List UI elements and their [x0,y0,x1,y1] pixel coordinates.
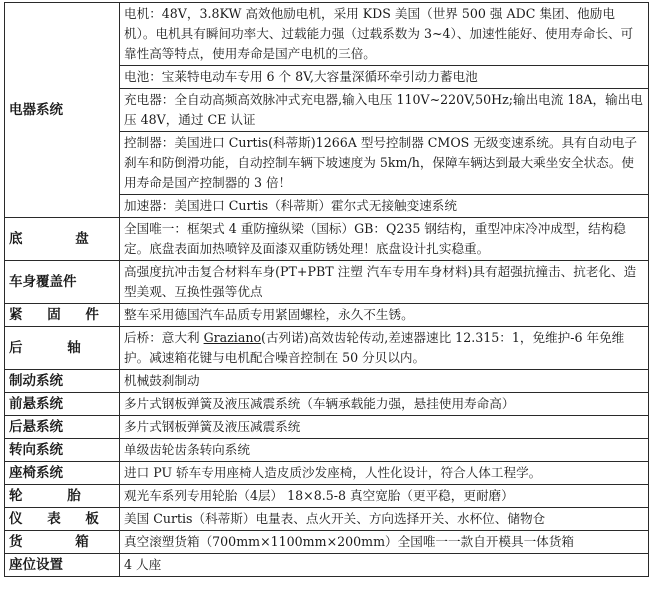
row-label-electrical: 电器系统 [5,3,120,218]
table-row [5,439,649,462]
table-row [5,370,649,393]
front-suspension-spec: 多片式钢板弹簧及液压减震系统（车辆承载能力强，悬挂使用寿命高） [120,393,649,416]
wheel-label: 轮 胎 [9,488,101,504]
table-row [5,462,649,485]
seat-spec: 进口 PU 轿车专用座椅人造皮质沙发座椅，人性化设计，符合人体工程学。 [120,462,649,485]
fastener-spec: 整车采用德国汽车品质专用紧固螺栓，永久不生锈。 [120,304,649,327]
table-row [5,531,649,554]
rear-suspension-spec: 多片式钢板弹簧及液压减震系统 [120,416,649,439]
steering-spec: 单级齿轮齿条转向系统 [120,439,649,462]
spec-table [4,2,649,577]
cargo-label: 货 箱 [9,534,113,550]
table-row [5,554,649,577]
rear-axle-text-post: (古列诺)高效齿轮传动,差速器速比 12.315：1，免维护-6 年免维护。减速箱花键与电机配合噪音控制在 50 分贝以内。 [124,330,625,365]
table-row [5,485,649,508]
table-row [5,327,649,370]
row-label-rear-axle [5,327,120,370]
rear-axle-label: 后 轴 [9,340,101,356]
seating-spec: 4 人座 [120,554,649,577]
accelerator-spec: 加速器：美国进口 Curtis（科蒂斯）霍尔式无接触变速系统 [120,195,649,218]
row-label-seating: 座位设置 [5,554,120,577]
cargo-spec: 真空滚塑货箱（700mm×1100mm×200mm）全国唯一一款自开模具一体货箱 [120,531,649,554]
row-label-fastener [5,304,120,327]
row-label-dashboard [5,508,120,531]
row-label-chassis [5,218,120,261]
table-row [5,508,649,531]
table-row [5,3,649,66]
row-label-steering: 转向系统 [5,439,120,462]
dashboard-label: 仪 表 板 [9,511,109,527]
battery-spec: 电池：宝莱特电动车专用 6 个 8V,大容量深循环牵引动力蓄电池 [120,66,649,89]
rear-axle-text-pre: 后桥：意大利 [124,330,204,345]
body-spec: 高强度抗冲击复合材料车身(PT+PBT 注塑 汽车专用车身材料)具有超强抗撞击、抗老化、造型美观、互换性强等优点 [120,261,649,304]
row-label-seat: 座椅系统 [5,462,120,485]
chassis-label: 底 盘 [9,231,113,247]
row-label-body: 车身覆盖件 [5,261,120,304]
rear-axle-spec [120,327,649,370]
table-row [5,393,649,416]
motor-spec: 电机：48V，3.8KW 高效他励电机，采用 KDS 美国（世界 500 强 ADC 集团、他励电机）。电机具有瞬间功率大、过载能力强（过载系数为 3~4）、加速性能好、使用寿命长、可靠性高等特点，使用寿命是国产电机的三倍。 [120,3,649,66]
charger-spec: 充电器：全自动高频高效脉冲式充电器,输入电压 110V~220V,50Hz;输出电流 18A，输出电压 48V，通过 CE 认证 [120,89,649,132]
rear-axle-brand: Graziano [203,330,262,345]
table-row [5,416,649,439]
row-label-front-suspension: 前悬系统 [5,393,120,416]
row-label-rear-suspension: 后悬系统 [5,416,120,439]
row-label-brake: 制动系统 [5,370,120,393]
wheel-spec: 观光车系列专用轮胎（4层） 18×8.5-8 真空宽胎（更平稳，更耐磨） [120,485,649,508]
chassis-spec: 全国唯一：框架式 4 重防撞纵梁（国标）GB：Q235 钢结构，重型冲床冷冲成型，结构稳定。底盘表面加热喷锌及面漆双重防锈处理！底盘设计扎实稳重。 [120,218,649,261]
fastener-label: 紧 固 件 [9,307,109,323]
row-label-cargo [5,531,120,554]
row-label-wheel [5,485,120,508]
table-row [5,304,649,327]
controller-spec: 控制器：美国进口 Curtis(科蒂斯)1266A 型号控制器 CMOS 无级变速系统。具有自动电子刹车和防倒滑功能，自动控制车辆下坡速度为 5km/h，保障车辆达到最大乘坐安全状态。使用寿命是国产控制器的 3 倍！ [120,132,649,195]
table-row [5,218,649,261]
table-row [5,261,649,304]
dashboard-spec: 美国 Curtis（科蒂斯）电量表、点火开关、方向选择开关、水杯位、储物仓 [120,508,649,531]
brake-spec: 机械鼓刹制动 [120,370,649,393]
